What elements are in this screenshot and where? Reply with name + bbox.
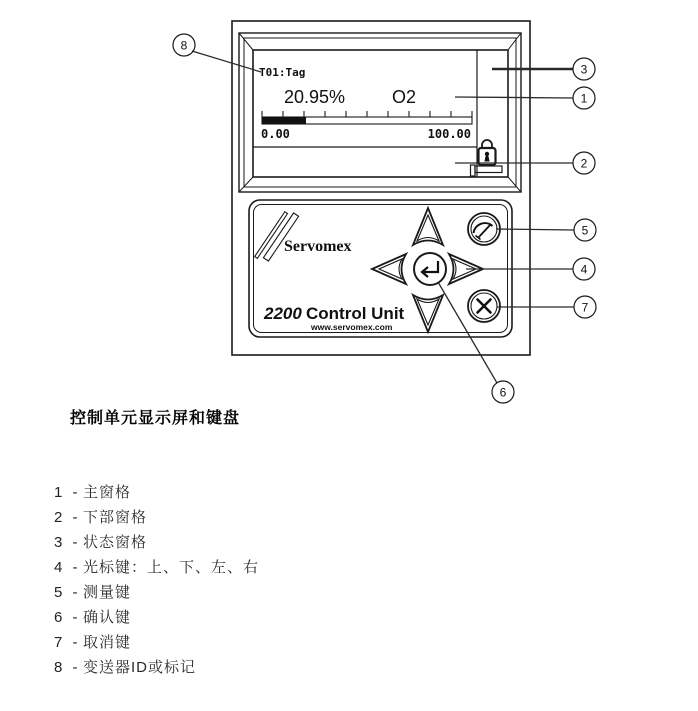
legend-item-number: 2 <box>54 509 63 526</box>
callout-1 <box>573 87 595 109</box>
figure-caption: 控制单元显示屏和键盘 <box>70 410 241 427</box>
leader-line-8 <box>192 51 261 72</box>
enter-return-icon <box>422 261 438 277</box>
leader-line-1 <box>455 97 573 98</box>
callout-7 <box>574 296 596 318</box>
legend-item <box>54 655 259 680</box>
legend-item-number: 4 <box>54 559 63 576</box>
callout-8 <box>173 34 195 56</box>
display-bezel <box>239 33 521 192</box>
legend-item-dash: - <box>72 609 78 626</box>
legend-item-number: 1 <box>54 484 63 501</box>
padlock-icon <box>471 140 503 176</box>
callout-4-number: 4 <box>580 262 588 277</box>
legend-item-dash: - <box>72 509 78 526</box>
legend-item-number: 5 <box>54 584 63 601</box>
website-text: www.servomex.com <box>311 322 393 332</box>
reading-value-text: 20.95% <box>284 87 346 107</box>
legend-item-text: 确认键 <box>83 609 132 626</box>
legend-item-text: 下部窗格 <box>83 509 148 526</box>
legend-list <box>54 480 259 680</box>
legend-item-dash: - <box>72 534 78 551</box>
legend-item <box>54 530 259 555</box>
gauge-needle-icon <box>474 223 493 239</box>
callout-5-number: 5 <box>581 223 589 238</box>
legend-item-text: 取消键 <box>83 634 132 651</box>
callout-6-number: 6 <box>499 385 507 400</box>
legend-item <box>54 480 259 505</box>
legend-item-text: 变送器ID或标记 <box>83 659 197 676</box>
callout-1-number: 1 <box>580 91 588 106</box>
callout-2 <box>573 152 595 174</box>
legend-item <box>54 580 259 605</box>
legend-item-text: 光标键：上、下、左、右 <box>83 559 260 576</box>
model-number-text: 2200 <box>264 304 302 323</box>
x-cross-icon <box>478 300 491 313</box>
measure-key <box>468 213 500 245</box>
legend-item-number: 3 <box>54 534 63 551</box>
scale-max-label: 100.00 <box>427 127 471 141</box>
legend-item-dash: - <box>72 634 78 651</box>
callout-5 <box>574 219 596 241</box>
callout-2-number: 2 <box>580 156 588 171</box>
legend-item-number: 8 <box>54 659 63 676</box>
callout-6 <box>492 381 514 403</box>
model-name-text: Control Unit <box>306 304 405 323</box>
transmitter-tag-text: T01:Tag <box>259 66 306 79</box>
legend-item-dash: - <box>72 659 78 676</box>
callout-4 <box>573 258 595 280</box>
callout-8-number: 8 <box>180 38 188 53</box>
servomex-logo-text: Servomex <box>284 238 352 255</box>
left-arrow-key <box>372 254 406 284</box>
callout-7-number: 7 <box>581 300 589 315</box>
legend-item-dash: - <box>72 484 78 501</box>
up-arrow-key <box>413 208 443 245</box>
legend-item <box>54 505 259 530</box>
scale-min-label: 0.00 <box>261 127 290 141</box>
legend-item-number: 6 <box>54 609 63 626</box>
display-screen <box>253 50 508 177</box>
callout-3-number: 3 <box>580 62 588 77</box>
bar-fill <box>262 117 306 124</box>
legend-item-number: 7 <box>54 634 63 651</box>
legend-item-text: 状态窗格 <box>83 534 148 551</box>
legend-item <box>54 605 259 630</box>
bar-ticks <box>262 111 472 117</box>
legend-item <box>54 630 259 655</box>
cancel-key <box>468 290 500 322</box>
enter-key <box>414 253 446 285</box>
down-arrow-key <box>413 295 443 332</box>
legend-item-text: 主窗格 <box>83 484 132 501</box>
legend-item-text: 测量键 <box>83 584 132 601</box>
callout-3 <box>573 58 595 80</box>
bar-gauge <box>261 111 472 141</box>
gas-label-text: O2 <box>392 87 417 107</box>
legend-item-dash: - <box>72 559 78 576</box>
legend-item-dash: - <box>72 584 78 601</box>
legend-item <box>54 555 259 580</box>
